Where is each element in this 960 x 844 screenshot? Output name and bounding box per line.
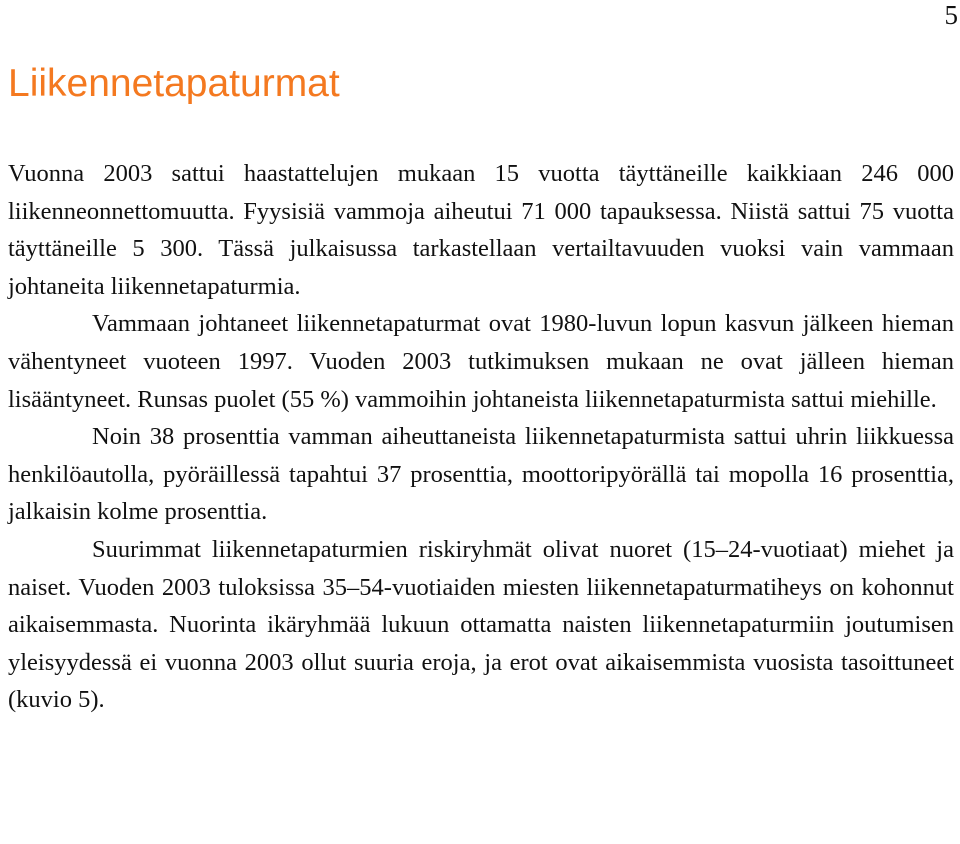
paragraph-intro: Vuonna 2003 sattui haastattelujen mukaan 15 vuotta täyttäneille kaikkiaan 246 000 liikenneonnettomuutta. Fyysisiä vammoja aiheutui 71 000 tapauksessa. Niistä sattui 75 vuotta täyttäneille 5 300. Tässä julkaisussa tarkastellaan vertailtavuuden vuoksi vain vammaan johtaneita liikennetapaturmia. (8, 160, 954, 300)
body-text (8, 155, 954, 719)
paragraph-risk-groups: Suurimmat liikennetapaturmien riskiryhmät olivat nuoret (15–24-vuotiaat) miehet ja naiset. Vuoden 2003 tuloksissa 35–54-vuotiaiden miesten liikennetapaturmatiheys on kohonnut aikaisemmasta. Nuorinta ikäryhmää lukuun ottamatta naisten liikennetapaturmiin joutumisen yleisyydessä ei vuonna 2003 ollut suuria eroja, ja erot ovat aikaisemmista vuosista tasoittuneet (kuvio 5). (8, 535, 954, 714)
page-number: 5 (944, 0, 958, 30)
paragraph-vehicle-types: Noin 38 prosenttia vamman aiheuttaneista liikennetapaturmista sattui uhrin liikkuessa henkilöautolla, pyöräillessä tapahtui 37 prosenttia, moottoripyörällä tai mopolla 16 prosenttia, jalkaisin kolme prosenttia. (8, 423, 954, 526)
page-title: Liikennetapaturmat (8, 62, 340, 105)
paragraph-trend: Vammaan johtaneet liikennetapaturmat ovat 1980-luvun lopun kasvun jälkeen hieman vähentyneet vuoteen 1997. Vuoden 2003 tutkimuksen mukaan ne ovat jälleen hieman lisääntyneet. Runsas puolet (55 %) vammoihin johtaneista liikennetapaturmista sattui miehille. (8, 310, 954, 413)
